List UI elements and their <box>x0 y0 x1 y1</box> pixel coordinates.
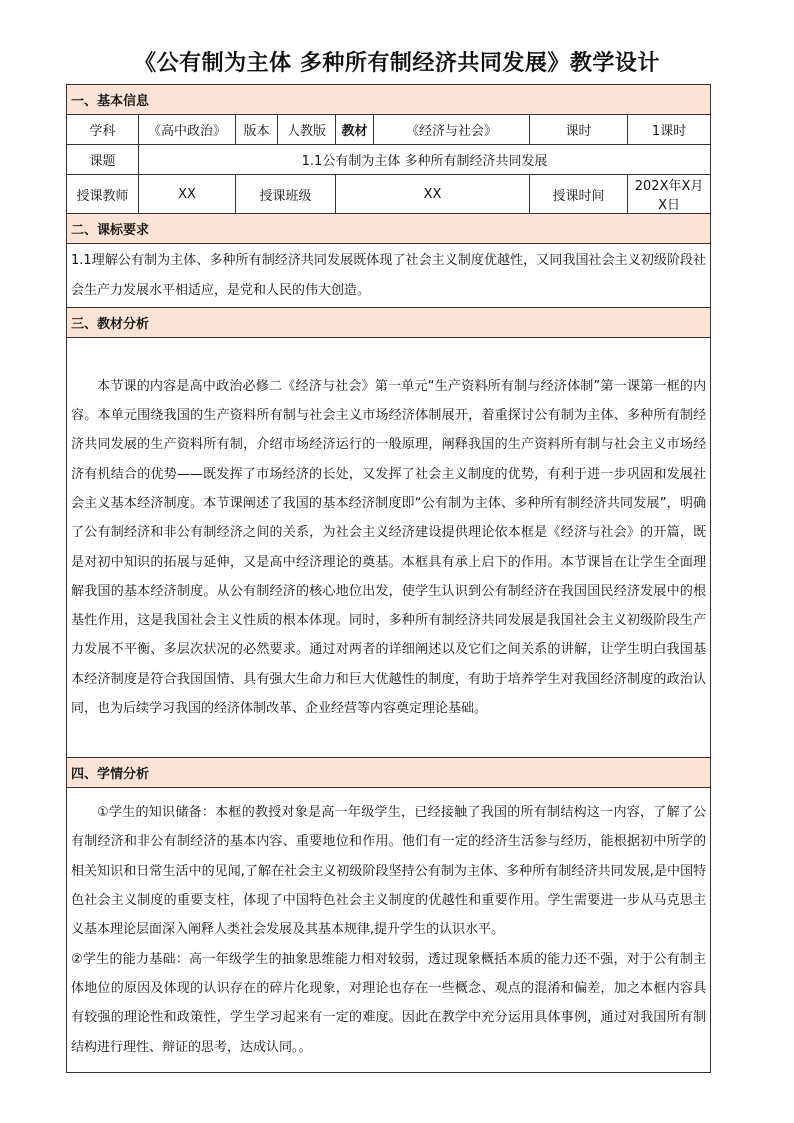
document-title: 《公有制为主体 多种所有制经济共同发展》教学设计 <box>134 51 660 76</box>
student-ability-text: ②学生的能力基础：高一年级学生的抽象思维能力相对较弱，透过现象概括本质的能力还不强，对于公有制主体地位的原因及体现的认识存在的碎片化现象，对理论也存在一些概念、观点的混淆和偏差，加之本框内容具有较强的理论性和政策性，学生学习起来有一定的难度。因此在教学中充分运用具体事例，通过对我国所有制结构进行理性、辩证的思考，达成认同。。 <box>71 951 707 1055</box>
section-header-curriculum <box>67 214 711 244</box>
time-label: 授课时间 <box>530 175 628 214</box>
class-label: 授课班级 <box>236 175 336 214</box>
section-header-basic-info <box>67 85 711 115</box>
info-row-topic <box>67 145 711 175</box>
textbook-value: 《经济与社会》 <box>374 115 530 145</box>
info-row-subject <box>67 115 711 145</box>
hours-value: 1课时 <box>628 115 711 145</box>
topic-value: 1.1公有制为主体 多种所有制经济共同发展 <box>139 145 711 175</box>
student-knowledge-text: ①学生的知识储备：本框的教授对象是高一年级学生，已经接触了我国的所有制结构这一内容，了解了公有制经济和非公有制经济的基本内容、重要地位和作用。他们有一定的经济生活参与经历，能根据初中所学的相关知识和日常生活中的见闻,了解在社会主义初级阶段坚持公有制为主体、多种所有制经济共同发展,是中国特色社会主义制度的重要支柱，体现了中国特色社会主义制度的优越性和重要作用。学生需要进一步从马克思主义基本理论层面深入阐释人类社会发展及其基本规律,提升学生的认识水平。 <box>71 805 707 938</box>
edition-value: 人教版 <box>278 115 336 145</box>
lesson-plan-table <box>66 84 711 1073</box>
student-analysis-row <box>67 788 711 1073</box>
section-heading: 一、基本信息 <box>67 85 711 115</box>
section-heading: 四、学情分析 <box>67 758 711 788</box>
textbook-label: 教材 <box>336 115 374 145</box>
teacher-label: 授课教师 <box>67 175 139 214</box>
section-heading: 二、课标要求 <box>67 214 711 244</box>
subject-label: 学科 <box>67 115 139 145</box>
hours-label: 课时 <box>530 115 628 145</box>
textbook-analysis-text: 本节课的内容是高中政治必修二《经济与社会》第一单元“生产资料所有制与经济体制”第一课第一框的内容。本单元围绕我国的生产资料所有制与社会主义市场经济体制展开，着重探讨公有制为主体、多种所有制经济共同发展的生产资料所有制，介绍市场经济运行的一般原理，阐释我国的生产资料所有制与社会主义市场经济有机结合的优势——既发挥了市场经济的长处，又发挥了社会主义制度的优势，有利于进一步巩固和发展社会主义基本经济制度。本节课阐述了我国的基本经济制度即“公有制为主体、多种所有制经济共同发展”，明确了公有制经济和非公有制经济之间的关系，为社会主义经济建设提供理论依本框是《经济与社会》的开篇，既是对初中知识的拓展与延伸，又是高中经济理论的奠基。本框具有承上启下的作用。本节课旨在让学生全面理解我国的基本经济制度。从公有制经济的核心地位出发，使学生认识到公有制经济在我国国民经济发展中的根基性作用，这是我国社会主义性质的根本体现。同时，多种所有制经济共同发展是我国社会主义初级阶段生产力发展不平衡、多层次状况的必然要求。通过对两者的详细阐述以及它们之间关系的讲解，让学生明白我国基本经济制度是符合我国国情、具有强大生命力和巨大优越性的制度，有助于培养学生对我国经济制度的政治认同，也为后续学习我国的经济体制改革、企业经营等内容奠定理论基础。 <box>71 378 707 716</box>
section-heading: 三、教材分析 <box>67 308 711 338</box>
section-header-textbook-analysis <box>67 308 711 338</box>
textbook-analysis-row <box>67 338 711 758</box>
time-value: 202X年X月X日 <box>628 175 711 214</box>
teacher-value: XX <box>139 175 236 214</box>
info-row-teacher <box>67 175 711 214</box>
curriculum-row <box>67 244 711 308</box>
topic-label: 课题 <box>67 145 139 175</box>
section-header-student-analysis <box>67 758 711 788</box>
curriculum-text: 1.1理解公有制为主体、多种所有制经济共同发展既体现了社会主义制度优越性，又同我国社会主义初级阶段社会生产力发展水平相适应，是党和人民的伟大创造。 <box>71 253 707 298</box>
subject-value: 《高中政治》 <box>139 115 236 145</box>
edition-label: 版本 <box>236 115 278 145</box>
class-value: XX <box>336 175 530 214</box>
